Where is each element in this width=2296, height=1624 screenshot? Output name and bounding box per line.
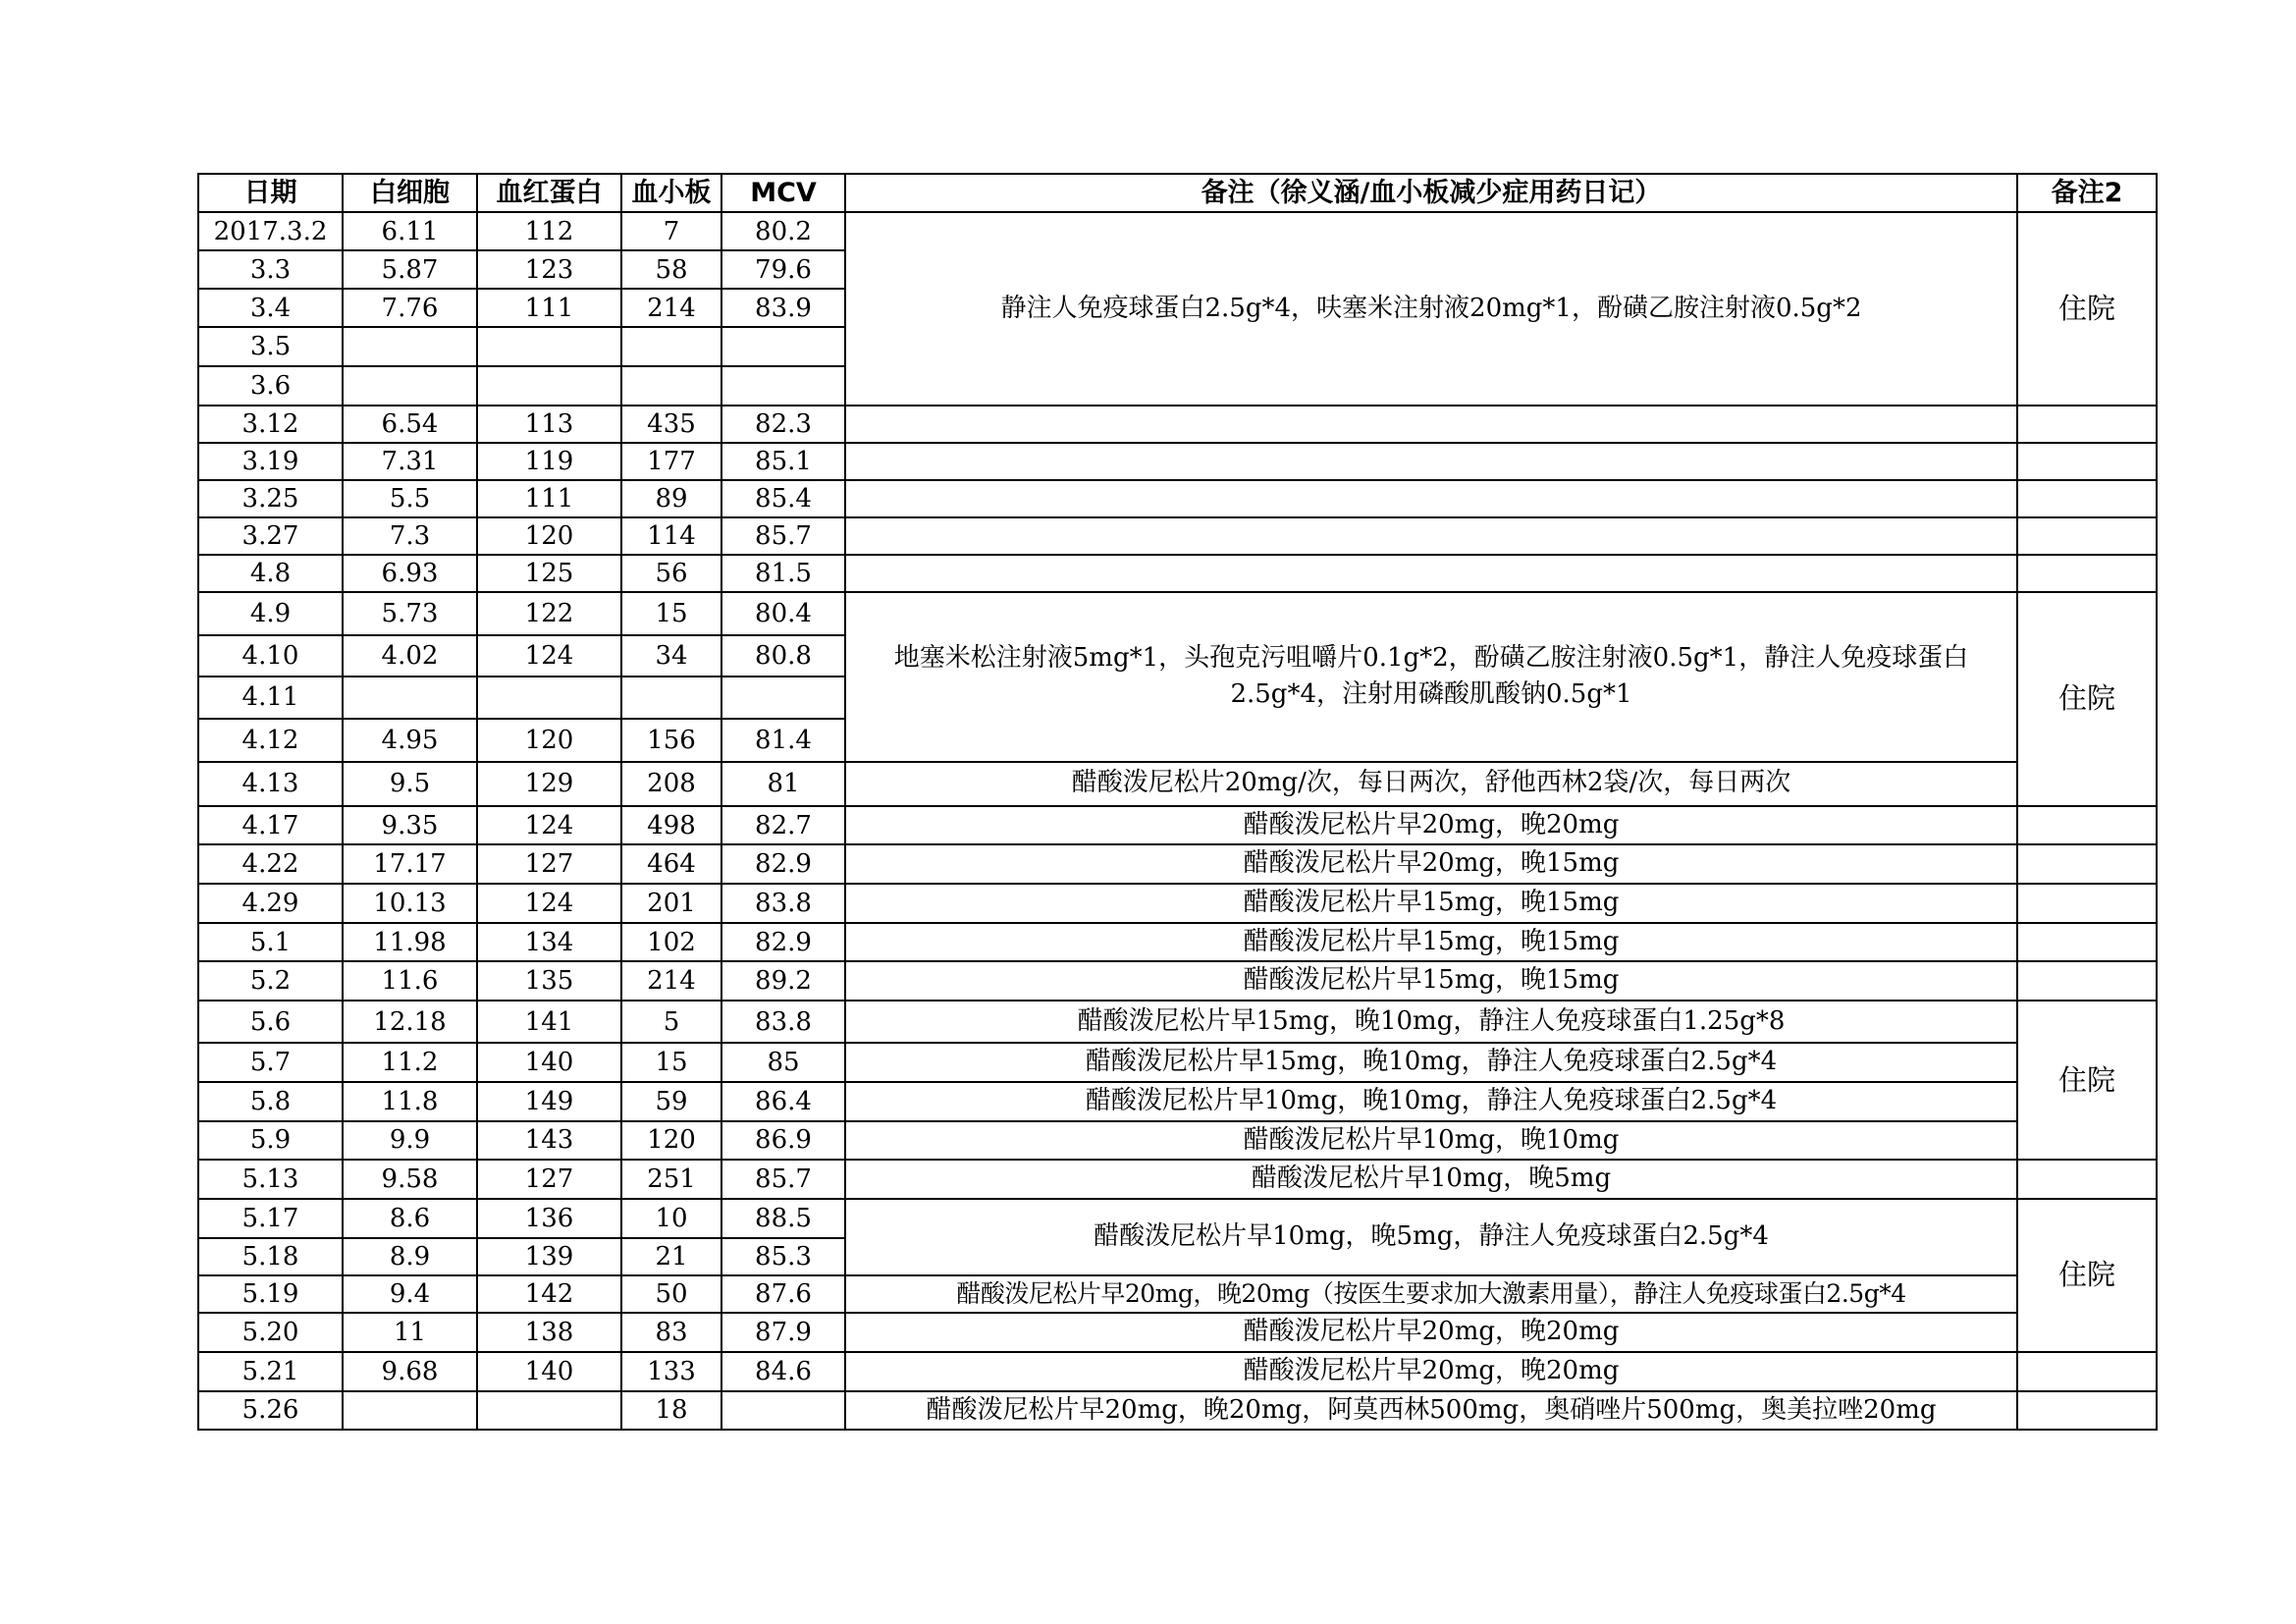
- cell-remark2: [2017, 884, 2157, 923]
- cell-hemoglobin: [477, 327, 621, 366]
- header-date: 日期: [198, 174, 343, 212]
- table-row: [198, 844, 2157, 884]
- cell-hemoglobin: 124: [477, 635, 621, 677]
- cell-note: 醋酸泼尼松片早10mg，晚5mg: [845, 1160, 2017, 1199]
- header-platelet: 血小板: [621, 174, 721, 212]
- cell-mcv: 81: [721, 762, 845, 806]
- table-row: [198, 1391, 2157, 1431]
- cell-wbc: 10.13: [343, 884, 477, 923]
- cell-note: 醋酸泼尼松片早20mg，晚20mg: [845, 1313, 2017, 1352]
- cell-platelet: 59: [621, 1082, 721, 1121]
- cell-hemoglobin: 124: [477, 806, 621, 845]
- cell-date: 5.6: [198, 1001, 343, 1043]
- cell-remark2: [2017, 555, 2157, 592]
- table-row: [198, 884, 2157, 923]
- cell-date: 5.1: [198, 923, 343, 962]
- cell-note: 醋酸泼尼松片早20mg，晚20mg: [845, 806, 2017, 845]
- cell-note: 醋酸泼尼松片早10mg，晚10mg: [845, 1121, 2017, 1161]
- cell-wbc: 12.18: [343, 1001, 477, 1043]
- cell-date: 4.13: [198, 762, 343, 806]
- cell-mcv: 84.6: [721, 1352, 845, 1391]
- cell-wbc: 6.93: [343, 555, 477, 592]
- table-row: [198, 1199, 2157, 1238]
- cell-date: 3.19: [198, 443, 343, 480]
- cell-remark2: [2017, 1352, 2157, 1391]
- cell-remark2: [2017, 406, 2157, 443]
- cell-mcv: 81.5: [721, 555, 845, 592]
- cell-platelet: 5: [621, 1001, 721, 1043]
- cell-platelet: 50: [621, 1275, 721, 1313]
- cell-platelet: 177: [621, 443, 721, 480]
- cell-platelet: 10: [621, 1199, 721, 1238]
- cell-remark2: 住院: [2017, 592, 2157, 806]
- cell-date: 4.11: [198, 677, 343, 719]
- cell-hemoglobin: 138: [477, 1313, 621, 1352]
- cell-mcv: 85.1: [721, 443, 845, 480]
- cell-platelet: 58: [621, 250, 721, 289]
- cell-hemoglobin: 111: [477, 480, 621, 517]
- cell-date: 3.25: [198, 480, 343, 517]
- cell-mcv: 82.9: [721, 923, 845, 962]
- cell-wbc: 9.58: [343, 1160, 477, 1199]
- cell-mcv: 86.4: [721, 1082, 845, 1121]
- cell-platelet: 156: [621, 719, 721, 762]
- cell-hemoglobin: 141: [477, 1001, 621, 1043]
- cell-hemoglobin: 124: [477, 884, 621, 923]
- table-row: [198, 806, 2157, 845]
- cell-hemoglobin: 143: [477, 1121, 621, 1161]
- cell-date: 5.2: [198, 961, 343, 1001]
- cell-date: 3.4: [198, 289, 343, 327]
- cell-platelet: 89: [621, 480, 721, 517]
- cell-hemoglobin: 120: [477, 517, 621, 555]
- cell-wbc: 9.9: [343, 1121, 477, 1161]
- cell-hemoglobin: 135: [477, 961, 621, 1001]
- cell-platelet: 56: [621, 555, 721, 592]
- cell-date: 5.21: [198, 1352, 343, 1391]
- cell-remark2: [2017, 844, 2157, 884]
- cell-wbc: 9.4: [343, 1275, 477, 1313]
- cell-date: 3.12: [198, 406, 343, 443]
- cell-platelet: [621, 327, 721, 366]
- cell-platelet: 435: [621, 406, 721, 443]
- cell-mcv: 87.9: [721, 1313, 845, 1352]
- cell-hemoglobin: 127: [477, 1160, 621, 1199]
- table-row: [198, 1043, 2157, 1082]
- cell-date: 5.9: [198, 1121, 343, 1161]
- table-row: [198, 443, 2157, 480]
- cell-hemoglobin: 134: [477, 923, 621, 962]
- cell-mcv: 89.2: [721, 961, 845, 1001]
- cell-mcv: [721, 1391, 845, 1431]
- cell-wbc: [343, 677, 477, 719]
- table-row: [198, 1275, 2157, 1313]
- cell-platelet: 464: [621, 844, 721, 884]
- cell-date: 5.7: [198, 1043, 343, 1082]
- cell-note: [845, 517, 2017, 555]
- cell-platelet: 214: [621, 961, 721, 1001]
- cell-date: 4.22: [198, 844, 343, 884]
- cell-mcv: 80.8: [721, 635, 845, 677]
- cell-mcv: 85.7: [721, 1160, 845, 1199]
- cell-hemoglobin: 127: [477, 844, 621, 884]
- cell-note: 地塞米松注射液5mg*1，头孢克污咀嚼片0.1g*2，酚磺乙胺注射液0.5g*1，静注人免疫球蛋白2.5g*4，注射用磷酸肌酸钠0.5g*1: [845, 592, 2017, 762]
- cell-wbc: 6.54: [343, 406, 477, 443]
- cell-remark2: 住院: [2017, 1199, 2157, 1352]
- cell-platelet: 133: [621, 1352, 721, 1391]
- cell-mcv: 80.2: [721, 212, 845, 250]
- cell-platelet: 102: [621, 923, 721, 962]
- cell-hemoglobin: 125: [477, 555, 621, 592]
- cell-note: 醋酸泼尼松片早15mg，晚15mg: [845, 884, 2017, 923]
- cell-remark2: [2017, 1391, 2157, 1431]
- cell-mcv: 79.6: [721, 250, 845, 289]
- table-row: [198, 1313, 2157, 1352]
- cell-hemoglobin: 123: [477, 250, 621, 289]
- cell-date: 3.5: [198, 327, 343, 366]
- cell-hemoglobin: 119: [477, 443, 621, 480]
- cell-wbc: 8.9: [343, 1238, 477, 1275]
- cell-mcv: 85.4: [721, 480, 845, 517]
- cell-date: 4.10: [198, 635, 343, 677]
- cell-mcv: 81.4: [721, 719, 845, 762]
- cell-wbc: 9.35: [343, 806, 477, 845]
- table-row: [198, 212, 2157, 250]
- cell-wbc: 11.8: [343, 1082, 477, 1121]
- cell-mcv: 82.7: [721, 806, 845, 845]
- cell-platelet: 21: [621, 1238, 721, 1275]
- cell-wbc: 11.2: [343, 1043, 477, 1082]
- cell-date: 3.6: [198, 366, 343, 406]
- cell-date: 5.13: [198, 1160, 343, 1199]
- cell-mcv: 85: [721, 1043, 845, 1082]
- cell-hemoglobin: 140: [477, 1043, 621, 1082]
- cell-mcv: 87.6: [721, 1275, 845, 1313]
- table-row: [198, 923, 2157, 962]
- cell-remark2: 住院: [2017, 212, 2157, 406]
- cell-date: 5.8: [198, 1082, 343, 1121]
- cell-platelet: 7: [621, 212, 721, 250]
- table-row: [198, 1352, 2157, 1391]
- cell-date: 3.3: [198, 250, 343, 289]
- cell-platelet: 114: [621, 517, 721, 555]
- cell-date: 5.18: [198, 1238, 343, 1275]
- cell-date: 4.29: [198, 884, 343, 923]
- cell-mcv: 85.7: [721, 517, 845, 555]
- cell-note: 醋酸泼尼松片早10mg，晚5mg，静注人免疫球蛋白2.5g*4: [845, 1199, 2017, 1275]
- cell-hemoglobin: 111: [477, 289, 621, 327]
- cell-mcv: [721, 366, 845, 406]
- cell-note: 醋酸泼尼松片早20mg，晚20mg，阿莫西林500mg，奥硝唑片500mg，奥美拉唑20mg: [845, 1391, 2017, 1431]
- table-row: [198, 1082, 2157, 1121]
- cell-wbc: [343, 1391, 477, 1431]
- cell-mcv: [721, 677, 845, 719]
- cell-note: 醋酸泼尼松片早20mg，晚20mg: [845, 1352, 2017, 1391]
- cell-wbc: 8.6: [343, 1199, 477, 1238]
- cell-date: 4.8: [198, 555, 343, 592]
- cell-remark2: [2017, 923, 2157, 962]
- cell-platelet: 15: [621, 1043, 721, 1082]
- table-row: [198, 961, 2157, 1001]
- cell-hemoglobin: 113: [477, 406, 621, 443]
- cell-note: 静注人免疫球蛋白2.5g*4，呋塞米注射液20mg*1，酚磺乙胺注射液0.5g*2: [845, 212, 2017, 406]
- cell-wbc: 5.73: [343, 592, 477, 635]
- cell-wbc: 5.87: [343, 250, 477, 289]
- cell-hemoglobin: 140: [477, 1352, 621, 1391]
- cell-wbc: 7.76: [343, 289, 477, 327]
- cell-platelet: 18: [621, 1391, 721, 1431]
- table-row: [198, 517, 2157, 555]
- cell-hemoglobin: [477, 1391, 621, 1431]
- cell-mcv: 83.8: [721, 884, 845, 923]
- cell-date: 4.17: [198, 806, 343, 845]
- header-mcv: MCV: [721, 174, 845, 212]
- cell-platelet: 15: [621, 592, 721, 635]
- cell-wbc: 5.5: [343, 480, 477, 517]
- cell-remark2: [2017, 806, 2157, 845]
- cell-wbc: 7.31: [343, 443, 477, 480]
- cell-mcv: 85.3: [721, 1238, 845, 1275]
- cell-mcv: 88.5: [721, 1199, 845, 1238]
- cell-hemoglobin: 149: [477, 1082, 621, 1121]
- header-wbc: 白细胞: [343, 174, 477, 212]
- cell-date: 5.17: [198, 1199, 343, 1238]
- cell-date: 5.19: [198, 1275, 343, 1313]
- table-row: [198, 480, 2157, 517]
- cell-platelet: [621, 677, 721, 719]
- cell-wbc: 11.6: [343, 961, 477, 1001]
- cell-mcv: 80.4: [721, 592, 845, 635]
- cell-note: [845, 555, 2017, 592]
- cell-date: 3.27: [198, 517, 343, 555]
- cell-date: 4.9: [198, 592, 343, 635]
- cell-mcv: 83.8: [721, 1001, 845, 1043]
- cell-remark2: [2017, 443, 2157, 480]
- cell-wbc: 4.95: [343, 719, 477, 762]
- table-row: [198, 406, 2157, 443]
- cell-wbc: 17.17: [343, 844, 477, 884]
- cell-note: [845, 406, 2017, 443]
- cell-note: 醋酸泼尼松片早10mg，晚10mg，静注人免疫球蛋白2.5g*4: [845, 1082, 2017, 1121]
- cell-platelet: [621, 366, 721, 406]
- cell-remark2: [2017, 480, 2157, 517]
- cell-hemoglobin: 139: [477, 1238, 621, 1275]
- cell-wbc: 7.3: [343, 517, 477, 555]
- cell-mcv: [721, 327, 845, 366]
- cell-wbc: 6.11: [343, 212, 477, 250]
- header-hemoglobin: 血红蛋白: [477, 174, 621, 212]
- cell-platelet: 83: [621, 1313, 721, 1352]
- cell-remark2: [2017, 961, 2157, 1001]
- cell-mcv: 83.9: [721, 289, 845, 327]
- cell-hemoglobin: 142: [477, 1275, 621, 1313]
- header-notes2: 备注2: [2017, 174, 2157, 212]
- cell-wbc: 9.5: [343, 762, 477, 806]
- cell-date: 5.26: [198, 1391, 343, 1431]
- cell-hemoglobin: 112: [477, 212, 621, 250]
- cell-note: 醋酸泼尼松片早20mg，晚20mg（按医生要求加大激素用量），静注人免疫球蛋白2.5g*4: [845, 1275, 2017, 1313]
- cell-hemoglobin: [477, 677, 621, 719]
- cell-note: [845, 480, 2017, 517]
- cell-hemoglobin: 122: [477, 592, 621, 635]
- cell-mcv: 82.3: [721, 406, 845, 443]
- cell-mcv: 82.9: [721, 844, 845, 884]
- cell-platelet: 251: [621, 1160, 721, 1199]
- cell-wbc: 11: [343, 1313, 477, 1352]
- cell-platelet: 201: [621, 884, 721, 923]
- cell-date: 5.20: [198, 1313, 343, 1352]
- cell-remark2: [2017, 1160, 2157, 1199]
- cell-platelet: 34: [621, 635, 721, 677]
- cell-wbc: [343, 327, 477, 366]
- cell-remark2: [2017, 517, 2157, 555]
- cell-wbc: [343, 366, 477, 406]
- cell-date: 4.12: [198, 719, 343, 762]
- header-notes: 备注（徐义涵/血小板减少症用药日记）: [845, 174, 2017, 212]
- cell-mcv: 86.9: [721, 1121, 845, 1161]
- cell-wbc: 4.02: [343, 635, 477, 677]
- cell-platelet: 120: [621, 1121, 721, 1161]
- cell-wbc: 11.98: [343, 923, 477, 962]
- cell-note: 醋酸泼尼松片早15mg，晚10mg，静注人免疫球蛋白2.5g*4: [845, 1043, 2017, 1082]
- table-row: [198, 762, 2157, 806]
- cell-platelet: 498: [621, 806, 721, 845]
- cell-note: 醋酸泼尼松片20mg/次，每日两次，舒他西林2袋/次，每日两次: [845, 762, 2017, 806]
- table-row: [198, 555, 2157, 592]
- header-row: [198, 174, 2157, 212]
- table-row: [198, 592, 2157, 635]
- cell-note: 醋酸泼尼松片早15mg，晚15mg: [845, 961, 2017, 1001]
- table-row: [198, 1121, 2157, 1161]
- cell-remark2: 住院: [2017, 1001, 2157, 1160]
- cell-note: 醋酸泼尼松片早15mg，晚15mg: [845, 923, 2017, 962]
- cell-note: [845, 443, 2017, 480]
- cell-note: 醋酸泼尼松片早20mg，晚15mg: [845, 844, 2017, 884]
- blood-test-medication-table: [197, 173, 2158, 1431]
- cell-hemoglobin: 120: [477, 719, 621, 762]
- table-row: [198, 1001, 2157, 1043]
- table-row: [198, 1160, 2157, 1199]
- cell-platelet: 208: [621, 762, 721, 806]
- cell-hemoglobin: 129: [477, 762, 621, 806]
- cell-hemoglobin: 136: [477, 1199, 621, 1238]
- cell-hemoglobin: [477, 366, 621, 406]
- cell-platelet: 214: [621, 289, 721, 327]
- cell-wbc: 9.68: [343, 1352, 477, 1391]
- cell-date: 2017.3.2: [198, 212, 343, 250]
- cell-note: 醋酸泼尼松片早15mg，晚10mg，静注人免疫球蛋白1.25g*8: [845, 1001, 2017, 1043]
